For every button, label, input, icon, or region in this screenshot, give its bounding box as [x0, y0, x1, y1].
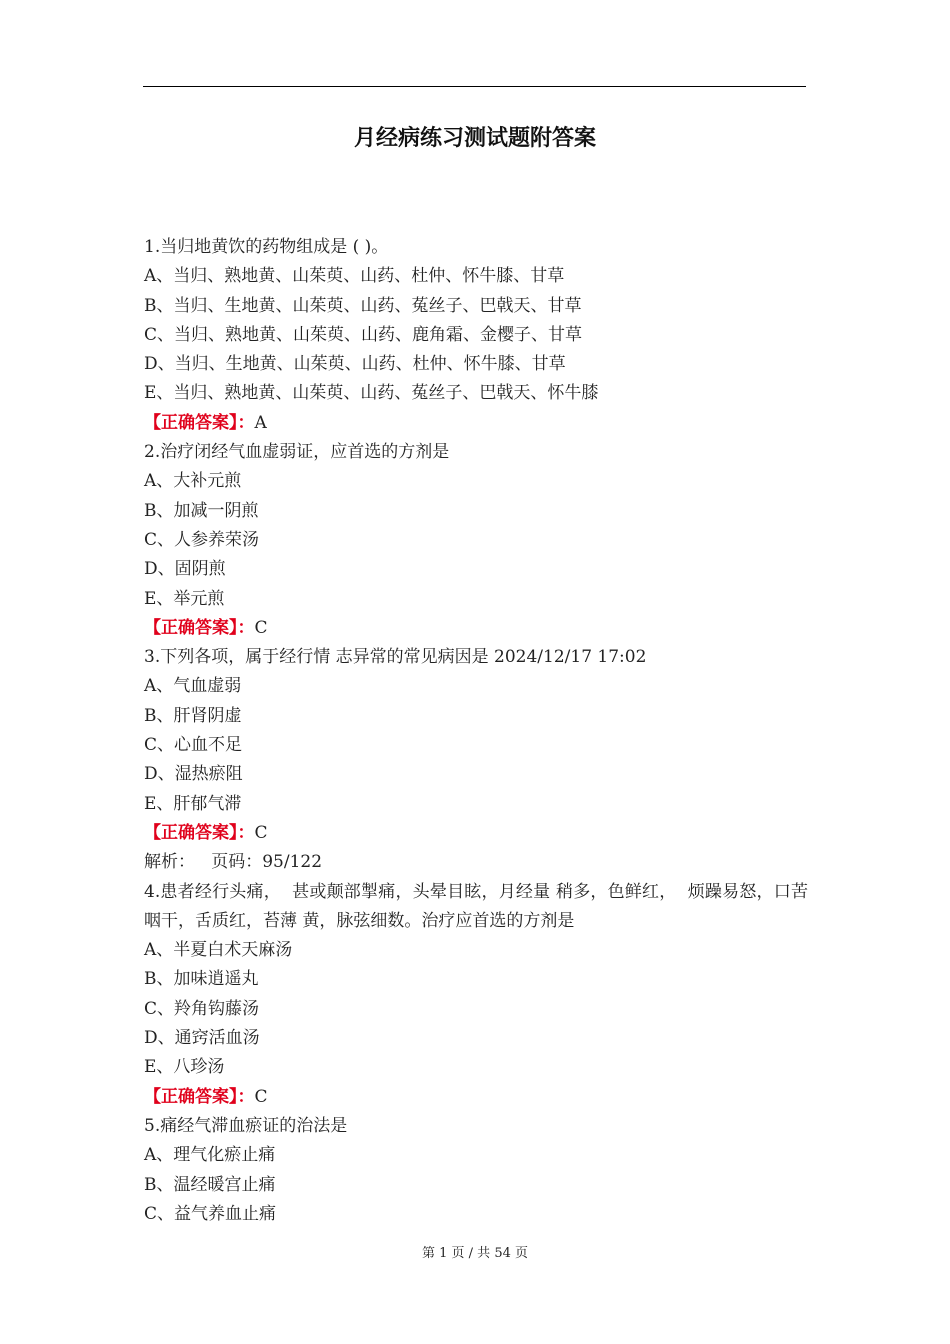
answer-value: C — [254, 822, 268, 843]
option-b: B、加减一阴煎 — [144, 500, 259, 521]
option-a: A、当归、熟地黄、山茱萸、山药、杜仲、怀牛膝、甘草 — [144, 266, 565, 287]
option-b: B、温经暖宫止痛 — [144, 1174, 276, 1195]
option-a: A、理气化瘀止痛 — [144, 1145, 276, 1166]
option-c: C、心血不足 — [144, 735, 243, 756]
answer-value: C — [254, 1086, 268, 1107]
document-title: 月经病练习测试题附答案 — [353, 125, 596, 151]
question-3 — [144, 643, 808, 877]
question-2 — [144, 438, 808, 643]
correct-answer — [144, 819, 808, 848]
question-stem: 3.下列各项，属于经行情 志异常的常见病因是 2024/12/17 17:02 — [144, 647, 647, 668]
page-footer: 第 1 页 / 共 54 页 — [422, 1246, 528, 1261]
header-rule — [143, 86, 806, 87]
option-a: A、大补元煎 — [144, 471, 242, 492]
option-a: A、半夏白术天麻汤 — [144, 940, 293, 961]
question-4 — [144, 878, 808, 1112]
answer-value: C — [254, 617, 268, 638]
option-e: E、举元煎 — [144, 588, 225, 609]
correct-answer — [144, 409, 808, 438]
option-d: D、当归、生地黄、山茱萸、山药、杜仲、怀牛膝、甘草 — [144, 354, 566, 375]
question-stem: 5.痛经气滞血瘀证的治法是 — [144, 1115, 348, 1136]
question-stem: 1.当归地黄饮的药物组成是 ( )。 — [144, 237, 389, 257]
option-c: C、人参养荣汤 — [144, 529, 260, 550]
option-d: D、固阴煎 — [144, 559, 226, 580]
answer-value: A — [254, 412, 267, 433]
option-b: B、肝肾阴虚 — [144, 705, 242, 726]
option-d: D、通窍活血汤 — [144, 1028, 260, 1049]
option-b: B、加味逍遥丸 — [144, 969, 259, 990]
question-stem: 4.患者经行头痛， 甚或颠部掣痛，头晕目眩，月经量 稍多，色鲜红， 烦躁易怒，口苦咽干，舌质红，苔薄 黄，脉弦细数。治疗应首选的方剂是 — [144, 881, 808, 931]
question-5 — [144, 1112, 808, 1229]
option-c: C、当归、熟地黄、山茱萸、山药、鹿角霜、金樱子、甘草 — [144, 324, 583, 345]
correct-answer — [144, 1083, 808, 1112]
option-b: B、当归、生地黄、山茱萸、山药、菟丝子、巴戟天、甘草 — [144, 295, 582, 316]
option-c: C、羚角钩藤汤 — [144, 998, 260, 1019]
option-d: D、湿热瘀阻 — [144, 764, 243, 785]
question-stem: 2.治疗闭经气血虚弱证，应首选的方剂是 — [144, 442, 450, 463]
option-e: E、八珍汤 — [144, 1057, 225, 1078]
answer-label: 【正确答案】： — [144, 1086, 255, 1107]
answer-label: 【正确答案】： — [144, 617, 255, 638]
option-a: A、气血虚弱 — [144, 676, 242, 697]
analysis-line: 解析： 页码：95/122 — [144, 852, 323, 873]
answer-label: 【正确答案】： — [144, 822, 255, 843]
question-list — [144, 233, 808, 1229]
option-c: C、益气养血止痛 — [144, 1203, 277, 1224]
option-e: E、肝郁气滞 — [144, 793, 242, 814]
correct-answer — [144, 614, 808, 643]
option-e: E、当归、熟地黄、山茱萸、山药、菟丝子、巴戟天、怀牛膝 — [144, 383, 599, 404]
question-1 — [144, 233, 808, 438]
answer-label: 【正确答案】： — [144, 412, 255, 433]
